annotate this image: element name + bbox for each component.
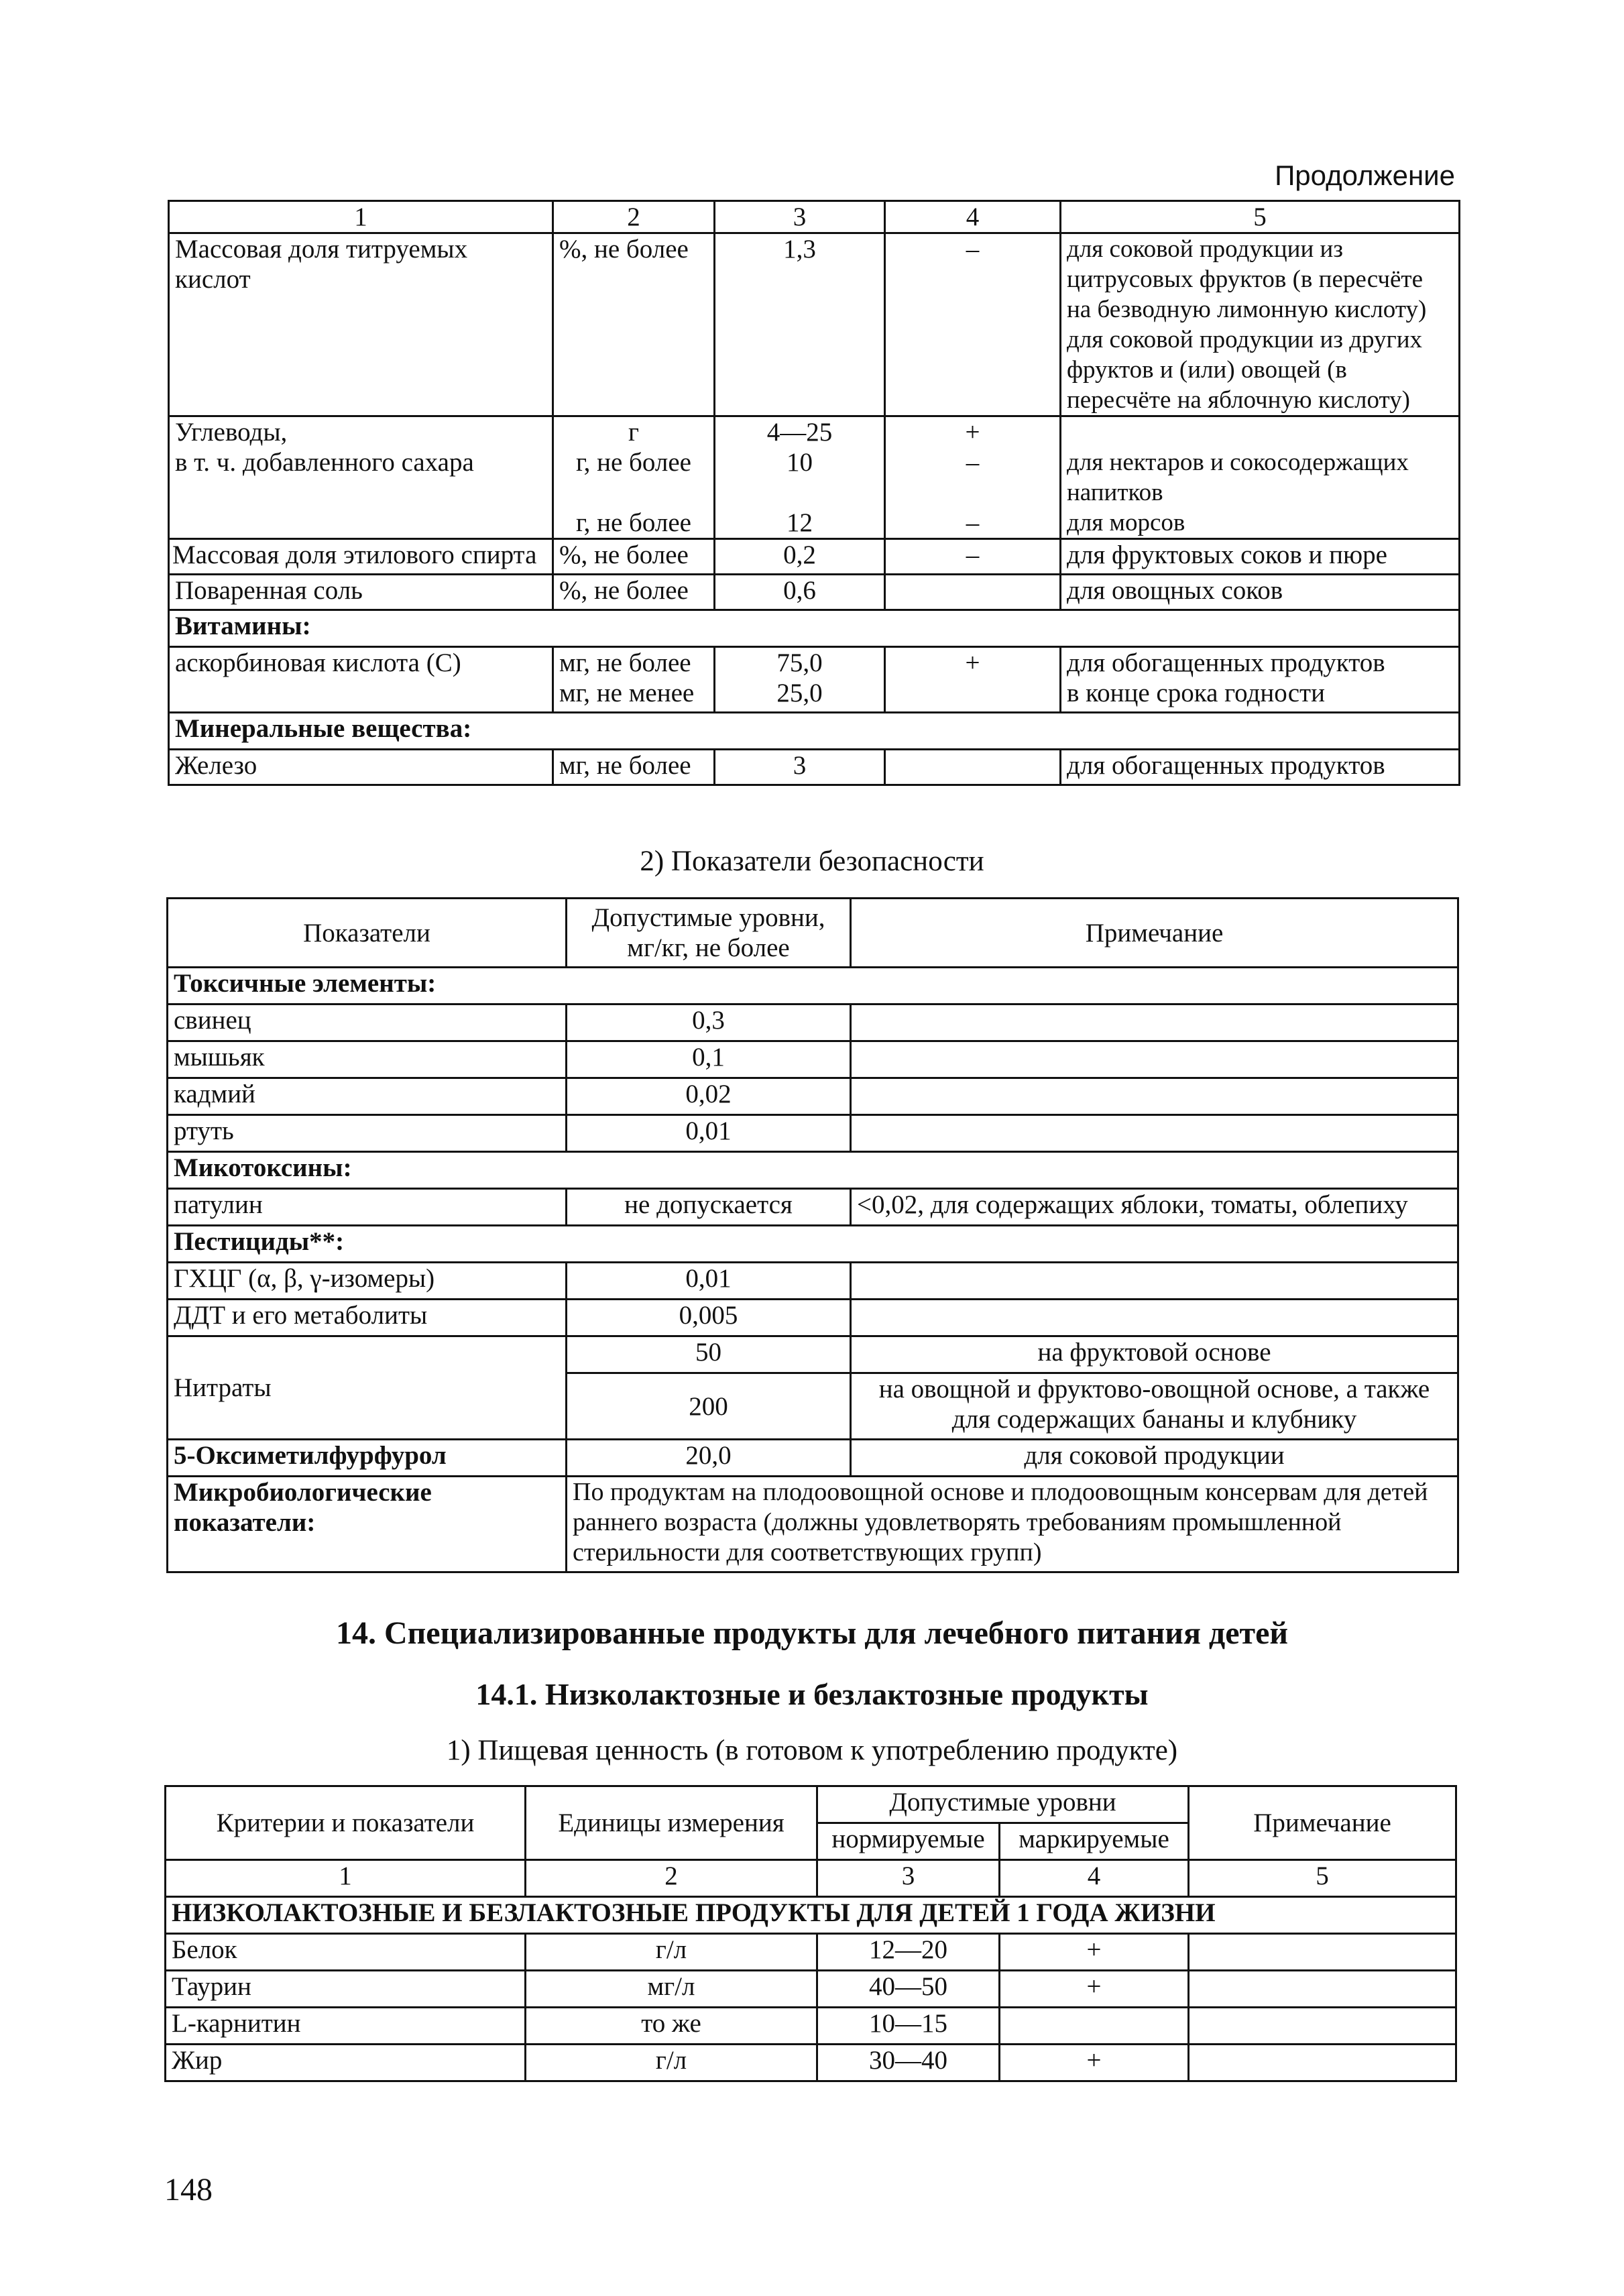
row-name: Таурин [166, 1971, 526, 2008]
row-value: 4—25 [766, 418, 833, 447]
column-number: 1 [169, 201, 553, 233]
row-unit: г, не более [576, 448, 691, 477]
row-value: 3 [715, 750, 885, 785]
group-header-mycotoxins: Микотоксины: [168, 1152, 1458, 1189]
row-name: в т. ч. добавленного сахара [175, 448, 474, 477]
row-name: кадмий [168, 1078, 567, 1115]
row-mark: + [1000, 2045, 1189, 2081]
row-value: 200 [567, 1373, 851, 1440]
row-note: на фруктовой основе [851, 1336, 1458, 1373]
table-row [169, 233, 1460, 416]
row-value: 0,1 [567, 1041, 851, 1078]
table-row [169, 750, 1460, 785]
safety-table [166, 897, 1459, 1573]
row-name: патулин [168, 1189, 567, 1226]
row-note: для фруктовых соков и пюре [1061, 539, 1460, 575]
group-header-pesticides: Пестициды**: [168, 1226, 1458, 1263]
row-mark: – [885, 539, 1061, 575]
row-unit: %, не более [553, 539, 715, 575]
row-value: 25,0 [776, 679, 823, 707]
row-mark: – [966, 508, 980, 537]
row-unit: г, не более [576, 508, 691, 537]
table-header-row [169, 201, 1460, 233]
row-name: ртуть [168, 1115, 567, 1152]
row-value: 0,005 [567, 1300, 851, 1336]
row-name: Массовая доля этилового спирта [169, 539, 553, 575]
row-unit: %, не более [553, 233, 715, 416]
row-name: Железо [169, 750, 553, 785]
table-row [168, 1300, 1458, 1336]
table-row [168, 1078, 1458, 1115]
group-header-infants: НИЗКОЛАКТОЗНЫЕ И БЕЗЛАКТОЗНЫЕ ПРОДУКТЫ ДЛЯ ДЕТЕЙ 1 ГОДА ЖИЗНИ [166, 1897, 1456, 1934]
column-header: Примечание [851, 899, 1458, 968]
column-header: Показатели [168, 899, 567, 968]
column-number: 2 [526, 1860, 817, 1897]
row-value: 75,0 [776, 648, 823, 677]
group-row [166, 1897, 1456, 1934]
row-value: 0,3 [567, 1005, 851, 1041]
row-value: 0,01 [567, 1263, 851, 1300]
row-name: ДДТ и его метаболиты [168, 1300, 567, 1336]
row-mark [885, 750, 1061, 785]
table-row [168, 1115, 1458, 1152]
row-unit: г [628, 418, 639, 447]
group-row [168, 968, 1458, 1005]
section-heading-14-1: 14.1. Низколактозные и безлактозные продукты [475, 1677, 1149, 1711]
group-header-vitamins: Витамины: [169, 610, 1460, 647]
column-number: 3 [817, 1860, 1000, 1897]
row-name: Массовая доля титруемых кислот [169, 233, 553, 416]
row-name: Углеводы, [175, 418, 288, 447]
row-value: 20,0 [567, 1440, 851, 1477]
table-row [166, 1971, 1456, 2008]
row-unit: г/л [526, 2045, 817, 2081]
row-mark: + [1000, 1934, 1189, 1971]
table-row [169, 539, 1460, 575]
table-row [168, 1041, 1458, 1078]
row-unit: мг, не более [553, 750, 715, 785]
row-mark: + [885, 647, 1061, 713]
group-header-toxic: Токсичные элементы: [168, 968, 1458, 1005]
section-caption-safety: 2) Показатели безопасности [640, 846, 984, 877]
column-number: 4 [1000, 1860, 1189, 1897]
column-header: Допустимые уровни [817, 1786, 1189, 1823]
row-name: свинец [168, 1005, 567, 1041]
row-value: 40—50 [817, 1971, 1000, 2008]
column-number: 1 [166, 1860, 526, 1897]
column-number: 5 [1189, 1860, 1456, 1897]
row-mark: + [965, 418, 980, 447]
column-header: Примечание [1189, 1786, 1456, 1860]
row-note: для соковой продукции из цитрусовых фруктов (в пересчёте на безводную лимонную кислоту) для соковой продукции из других фруктов и (или) овощей (в пересчёте на яблочную кислоту) [1061, 233, 1460, 416]
row-value: 0,2 [715, 539, 885, 575]
row-note: для обогащенных продуктов [1061, 750, 1460, 785]
row-mark [885, 575, 1061, 610]
column-number: 2 [553, 201, 715, 233]
row-value: 10 [787, 448, 813, 477]
table-row [168, 1440, 1458, 1477]
table-header-row [166, 1860, 1456, 1897]
table-row [169, 647, 1460, 713]
row-note: <0,02, для содержащих яблоки, томаты, облепиху [851, 1189, 1458, 1226]
row-value: 50 [567, 1336, 851, 1373]
row-name: Белок [166, 1934, 526, 1971]
table-header-row [168, 899, 1458, 968]
row-value: 10—15 [817, 2008, 1000, 2045]
table-row [168, 1005, 1458, 1041]
nutrition-table-continued [168, 200, 1460, 786]
table-row [168, 1263, 1458, 1300]
row-unit: мг, не менее [559, 679, 695, 707]
group-row [169, 610, 1460, 647]
row-note: в конце срока годности [1067, 679, 1325, 707]
row-unit: г/л [526, 1934, 817, 1971]
column-number: 4 [885, 201, 1061, 233]
section-heading-14: 14. Специализированные продукты для лечебного питания детей [335, 1615, 1289, 1651]
column-number: 5 [1061, 201, 1460, 233]
column-header: Критерии и показатели [166, 1786, 526, 1860]
row-name: L-карнитин [166, 2008, 526, 2045]
section-caption-nutrition: 1) Пищевая ценность (в готовом к употреблению продукте) [446, 1735, 1178, 1766]
table-row [166, 2045, 1456, 2081]
group-row [168, 1226, 1458, 1263]
group-row [169, 713, 1460, 750]
row-name: Нитраты [168, 1336, 567, 1440]
row-value: 1,3 [715, 233, 885, 416]
column-header: Допустимые уровни, мг/кг, не более [567, 899, 851, 968]
row-mark [1000, 2008, 1189, 2045]
row-note: По продуктам на плодоовощной основе и плодоовощным консервам для детей раннего возраста (должны удовлетворять требованиям промышленной стерильности для соответствующих групп) [567, 1477, 1458, 1572]
row-unit: мг, не более [559, 648, 691, 677]
row-unit: то же [526, 2008, 817, 2045]
table-row [168, 1477, 1458, 1572]
table-header-row [166, 1786, 1456, 1823]
column-header: маркируемые [1000, 1823, 1189, 1860]
row-note: на овощной и фруктово-овощной основе, а также для содержащих бананы и клубнику [851, 1373, 1458, 1440]
row-value: 0,02 [567, 1078, 851, 1115]
row-name: 5-Оксиметилфурфурол [168, 1440, 567, 1477]
row-unit: мг/л [526, 1971, 817, 2008]
table-row [168, 1189, 1458, 1226]
row-name: ГХЦГ (α, β, γ-изомеры) [168, 1263, 567, 1300]
row-note: для нектаров и сокосодержащих напитков [1067, 449, 1409, 506]
row-mark: – [885, 233, 1061, 416]
continuation-label: Продолжение [1275, 160, 1455, 191]
column-header: Единицы измерения [526, 1786, 817, 1860]
row-value: 0,01 [567, 1115, 851, 1152]
row-note: для обогащенных продуктов [1067, 648, 1385, 677]
row-name: мышьяк [168, 1041, 567, 1078]
row-value: 30—40 [817, 2045, 1000, 2081]
column-number: 3 [715, 201, 885, 233]
row-value: 12—20 [817, 1934, 1000, 1971]
low-lactose-table [164, 1785, 1457, 2082]
row-value: 0,6 [715, 575, 885, 610]
row-unit: %, не более [553, 575, 715, 610]
row-note: для соковой продукции [851, 1440, 1458, 1477]
row-value: 12 [787, 508, 813, 537]
table-row [168, 1336, 1458, 1373]
column-header: нормируемые [817, 1823, 1000, 1860]
table-row [166, 2008, 1456, 2045]
table-row [169, 575, 1460, 610]
row-name: аскорбиновая кислота (С) [169, 647, 553, 713]
row-name: Поваренная соль [169, 575, 553, 610]
group-row [168, 1152, 1458, 1189]
row-value: не допускается [567, 1189, 851, 1226]
row-name: Микробиологические показатели: [168, 1477, 567, 1572]
group-header-minerals: Минеральные вещества: [169, 713, 1460, 750]
row-mark: – [966, 448, 980, 477]
page-number: 148 [164, 2172, 213, 2207]
row-note: для морсов [1067, 509, 1185, 536]
row-name: Жир [166, 2045, 526, 2081]
table-row [166, 1934, 1456, 1971]
table-row [169, 416, 1460, 539]
row-mark: + [1000, 1971, 1189, 2008]
row-note: для овощных соков [1061, 575, 1460, 610]
